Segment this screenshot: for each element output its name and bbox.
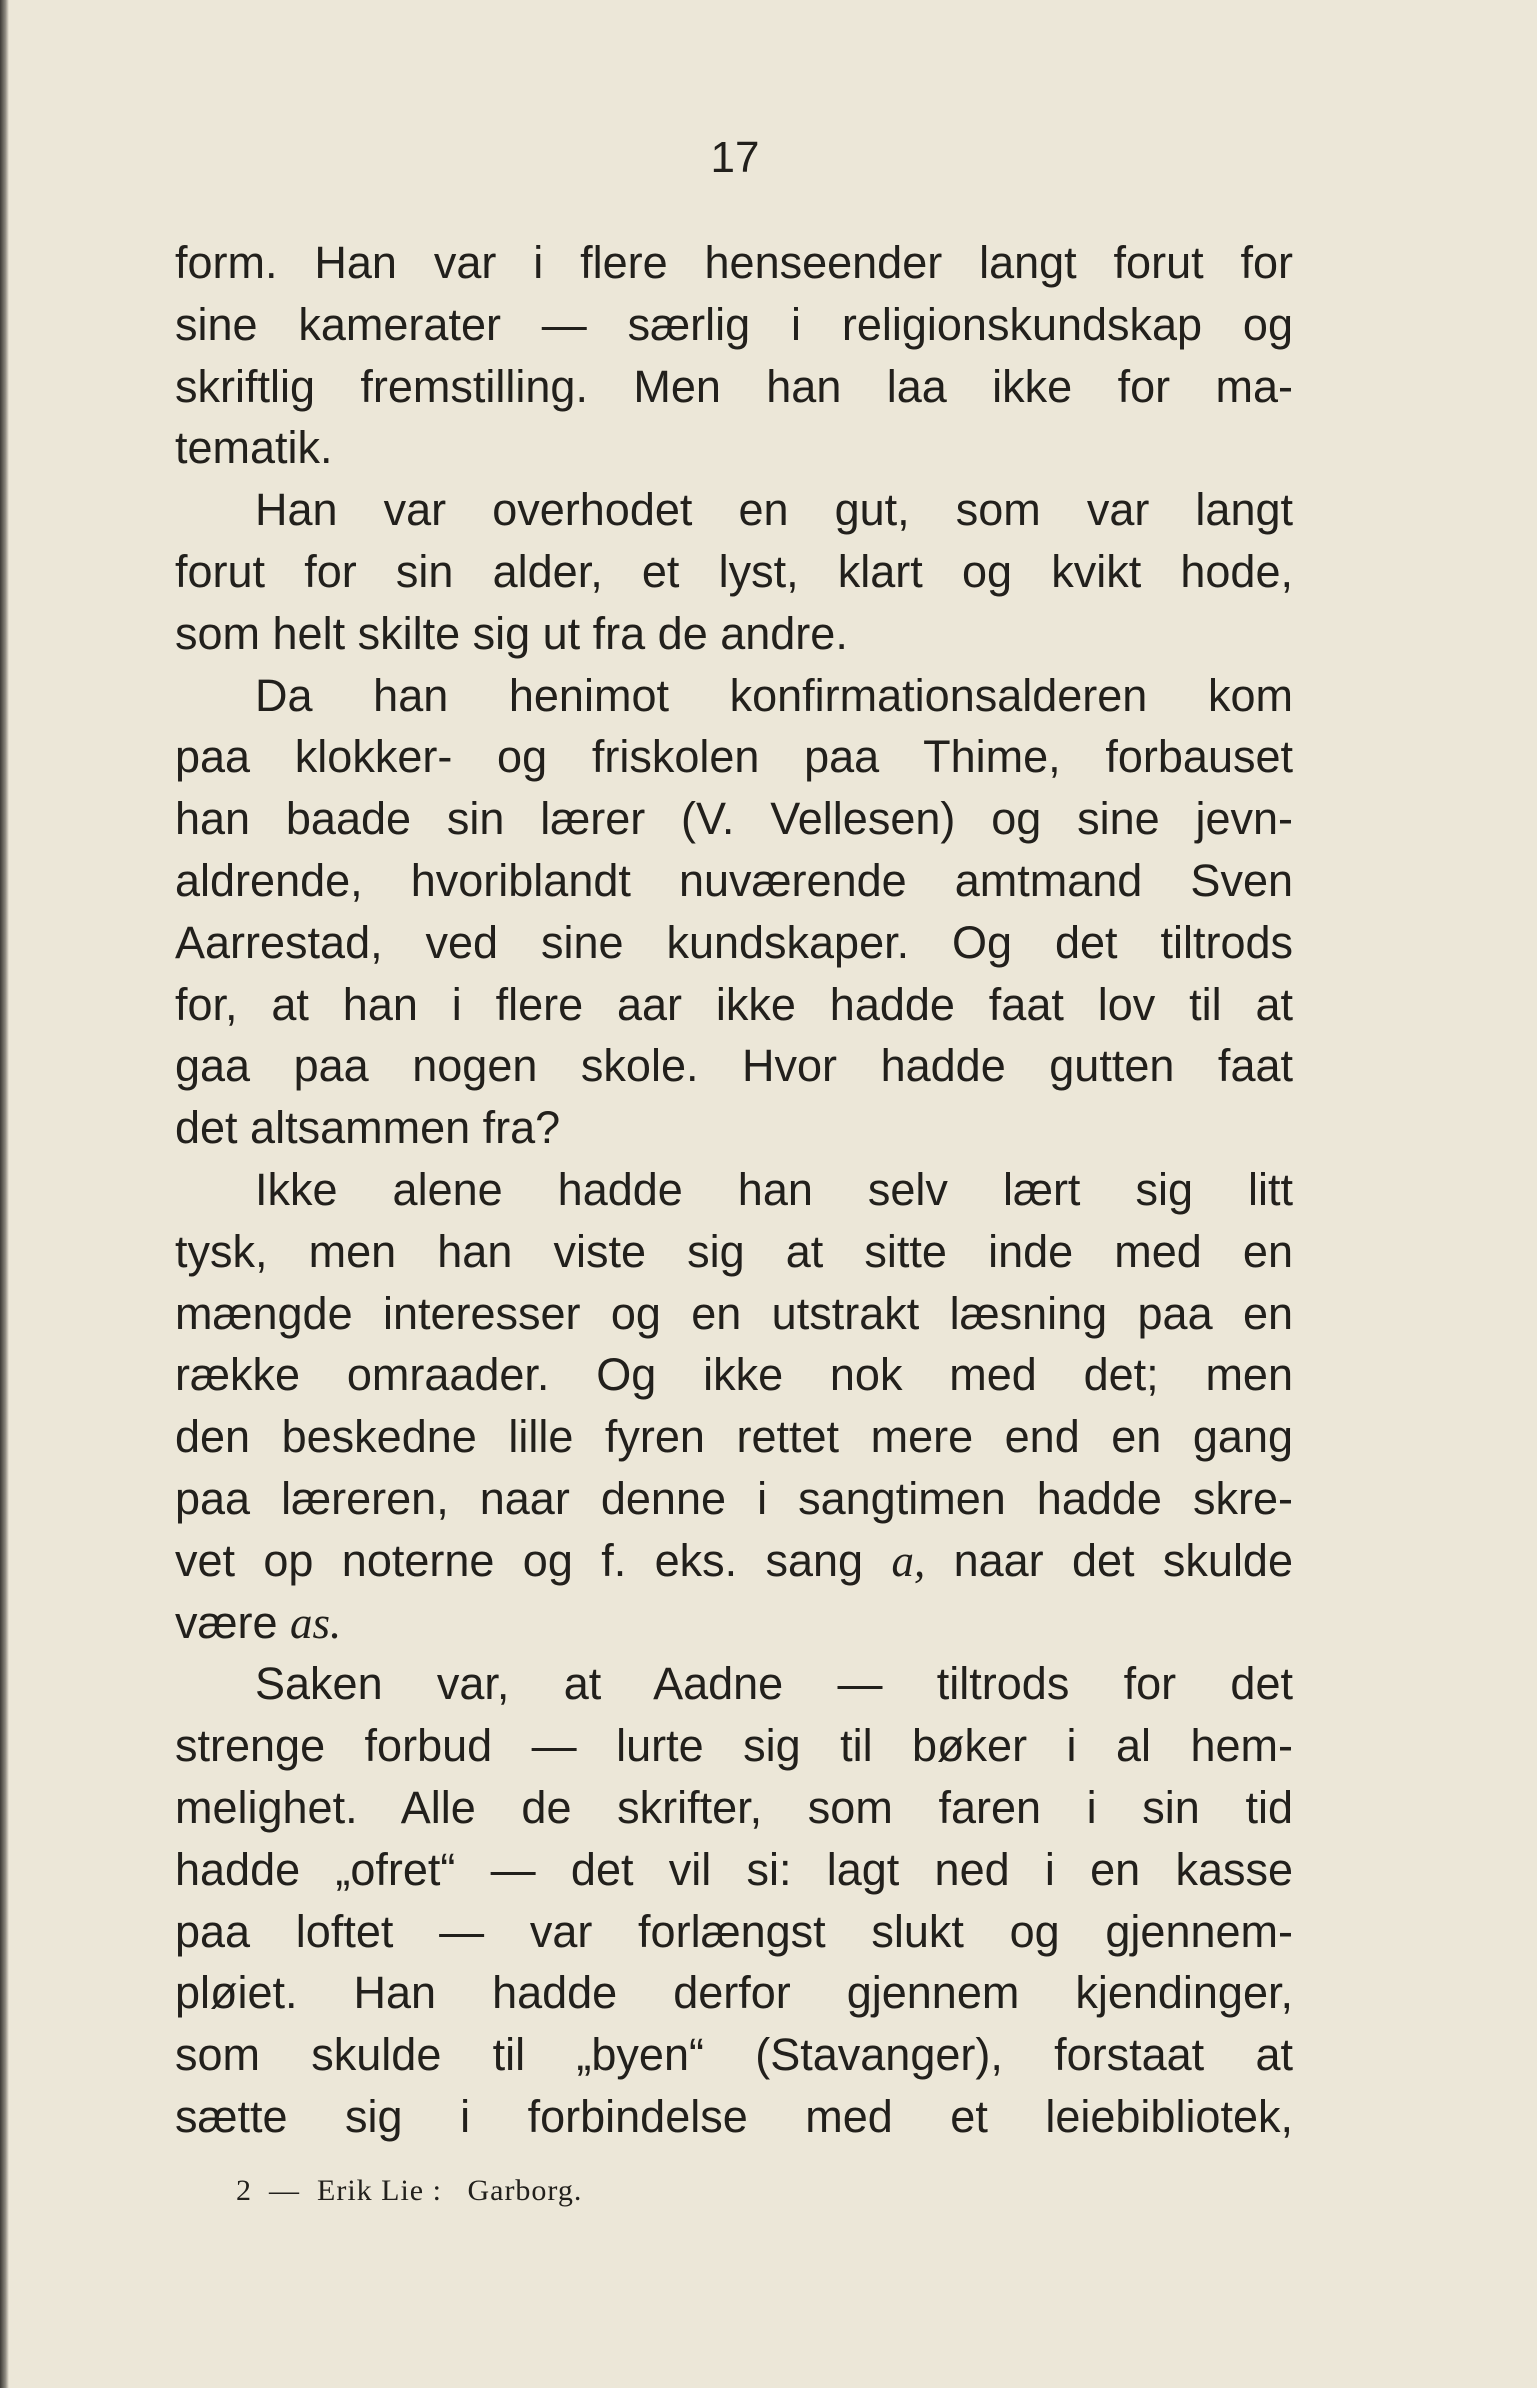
text-segment: naar det skulde xyxy=(953,1534,1293,1586)
text-line: strenge forbud — lurte sig til bøker i al hem- xyxy=(175,1720,1293,1772)
signature-footer: 2 — Erik Lie : Garborg. xyxy=(236,2174,583,2207)
body-text xyxy=(175,232,1293,2148)
text-line: sætte sig i forbindelse med et leiebibliotek, xyxy=(175,2090,1293,2142)
text-line: paa klokker- og friskolen paa Thime, forbauset xyxy=(175,731,1293,783)
text-line: som skulde til „byen“ (Stavanger), forstaat at xyxy=(175,2029,1293,2081)
text-line: pløiet. Han hadde derfor gjennem kjendinger, xyxy=(175,1967,1293,2019)
text-line: mængde interesser og en utstrakt læsning paa en xyxy=(175,1287,1293,1339)
text-line: Aarrestad, ved sine kundskaper. Og det tiltrods xyxy=(175,916,1293,968)
text-line-with-italic xyxy=(175,1530,1293,1592)
italic-note-as: as. xyxy=(290,1597,342,1648)
text-line: sine kamerater — særlig i religionskundskap og xyxy=(175,298,1293,350)
text-line: Saken var, at Aadne — tiltrods for det xyxy=(255,1658,1293,1710)
text-line: han baade sin lærer (V. Vellesen) og sine jevn- xyxy=(175,793,1293,845)
text-line: melighet. Alle de skrifter, som faren i sin tid xyxy=(175,1781,1293,1833)
text-line: den beskedne lille fyren rettet mere end en gang xyxy=(175,1411,1293,1463)
text-line: paa læreren, naar denne i sangtimen hadde skre- xyxy=(175,1472,1293,1524)
text-line: Da han henimot konfirmationsalderen kom xyxy=(255,669,1293,721)
text-line: tysk, men han viste sig at sitte inde med en xyxy=(175,1225,1293,1277)
text-line: form. Han var i flere henseender langt forut for xyxy=(175,237,1293,288)
text-line: hadde „ofret“ — det vil si: lagt ned i en kasse xyxy=(175,1843,1293,1895)
italic-note-a: a, xyxy=(891,1535,926,1586)
text-line: det altsammen fra? xyxy=(175,1102,561,1154)
text-line: Han var overhodet en gut, som var langt xyxy=(255,484,1293,536)
text-line: tematik. xyxy=(175,422,333,474)
page-number: 17 xyxy=(710,133,760,182)
text-segment: vet op noterne og f. eks. sang xyxy=(175,1534,864,1586)
text-line: som helt skilte sig ut fra de andre. xyxy=(175,607,848,659)
text-line-with-italic xyxy=(175,1592,1293,1654)
page-binding-edge xyxy=(0,0,9,2388)
text-line: Ikke alene hadde han selv lært sig litt xyxy=(255,1163,1293,1215)
text-line: forut for sin alder, et lyst, klart og kvikt hode, xyxy=(175,545,1293,597)
text-line: række omraader. Og ikke nok med det; men xyxy=(175,1349,1293,1401)
text-line: skriftlig fremstilling. Men han laa ikke for ma- xyxy=(175,360,1293,412)
text-line: gaa paa nogen skole. Hvor hadde gutten faat xyxy=(175,1040,1293,1092)
text-segment: være xyxy=(175,1596,278,1648)
text-line: aldrende, hvoriblandt nuværende amtmand Sven xyxy=(175,854,1293,906)
text-line: paa loftet — var forlængst slukt og gjennem- xyxy=(175,1905,1293,1957)
text-line: for, at han i flere aar ikke hadde faat lov til at xyxy=(175,978,1293,1030)
